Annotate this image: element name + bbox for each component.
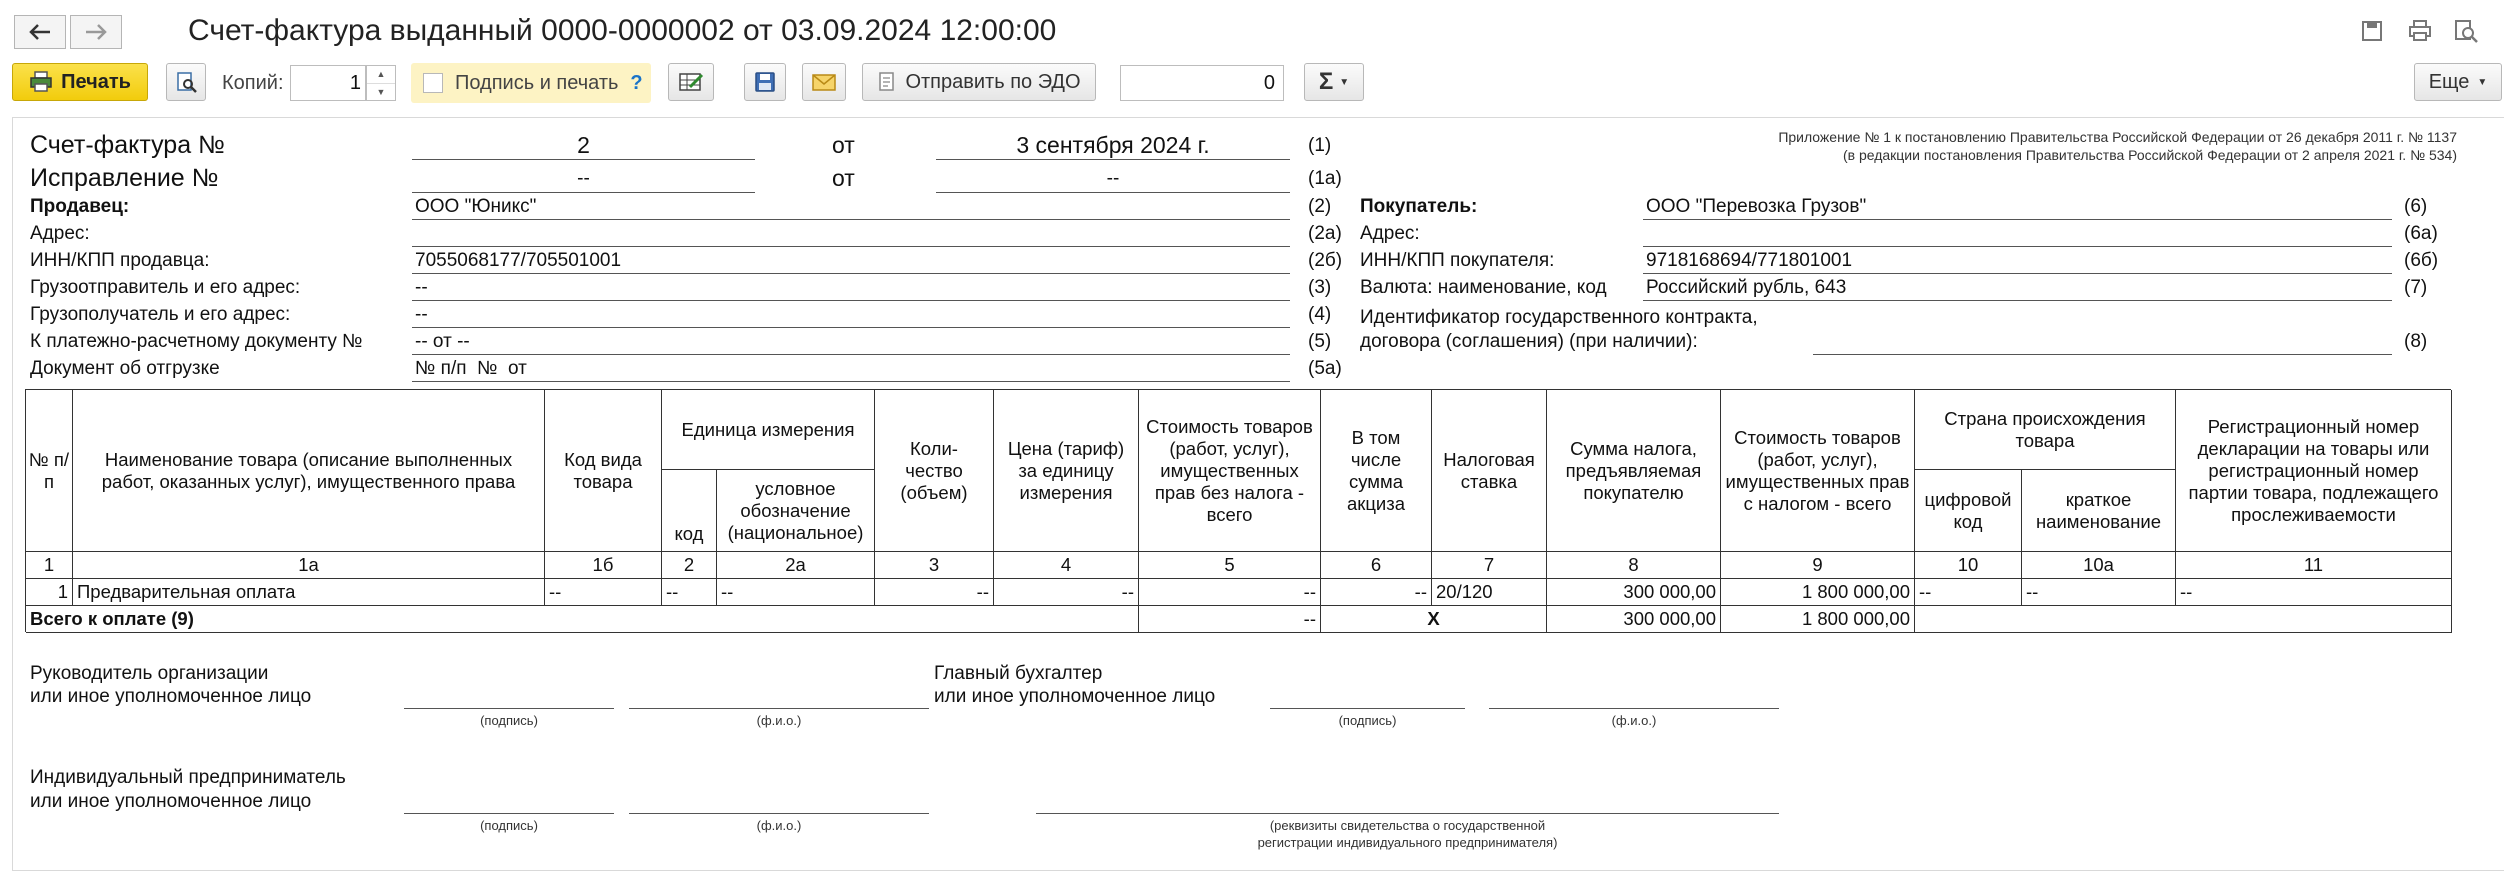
correction-date: --: [1106, 168, 1120, 189]
col-number: 4: [994, 552, 1139, 579]
col-number: 6: [1321, 552, 1432, 579]
th-cost-with-tax: Стоимость товаров (работ, услуг), имущественных прав с налогом - всего: [1721, 390, 1915, 552]
send-mail-button[interactable]: [802, 63, 846, 101]
paydoc-code: (5): [1308, 331, 1332, 352]
table-cell-name: Предварительная оплата: [73, 579, 545, 606]
head-fio-line: [629, 708, 929, 709]
col-number: 8: [1547, 552, 1721, 579]
window-title: Счет-фактура выданный 0000-0000002 от 03.09.2024 12:00:00: [188, 14, 1057, 47]
table-cell-tax: 300 000,00: [1547, 579, 1721, 606]
head-sign-line: [404, 708, 614, 709]
th-rate: Налоговая ставка: [1432, 390, 1547, 552]
seller-inn-value: 7055068177/705501001: [415, 250, 622, 271]
buyer-inn-value: 9718168694/771801001: [1646, 250, 1853, 271]
buyer-code: (6): [2404, 196, 2428, 217]
seller-address-label: Адрес:: [30, 223, 90, 244]
appendix-note-2: (в редакции постановления Правительства Российской Федерации от 2 апреля 2021 г. № 534): [1842, 147, 2457, 163]
correction-number: --: [577, 168, 590, 189]
shipdoc-label: Документ об отгрузке: [30, 358, 220, 379]
buyer-address-code: (6а): [2404, 223, 2438, 244]
help-icon[interactable]: ?: [630, 71, 643, 94]
accountant-label-2: или иное уполномоченное лицо: [934, 686, 1216, 707]
invoice-number-line: [412, 159, 755, 160]
table-cell-excise: --: [1321, 579, 1432, 606]
table-cell-price: --: [994, 579, 1139, 606]
correction-code: (1а): [1308, 168, 1342, 189]
th-unit: Единица измерения: [662, 390, 875, 470]
col-number: 2а: [717, 552, 875, 579]
total-excise: Х: [1321, 606, 1547, 633]
sign-and-print-label: Подпись и печать: [455, 71, 619, 94]
back-button[interactable]: [14, 15, 66, 49]
invoice-code: (1): [1308, 135, 1332, 156]
invoice-from-label: от: [832, 132, 855, 158]
col-number: 10а: [2022, 552, 2176, 579]
total-label: Всего к оплате (9): [26, 606, 1139, 633]
col-number: 11: [2176, 552, 2452, 579]
sum-field[interactable]: 0: [1120, 65, 1284, 101]
buyer-line: [1643, 219, 2392, 220]
stepper-up-icon[interactable]: ▲: [367, 66, 395, 84]
copies-label: Копий:: [222, 72, 284, 94]
copies-stepper[interactable]: [366, 65, 396, 101]
th-name: Наименование товара (описание выполненных работ, оказанных услуг), имущественного права: [73, 390, 545, 552]
contract-label-2: договора (соглашения) (при наличии):: [1360, 331, 1698, 352]
chevron-down-icon: ▼: [1339, 76, 1350, 88]
paydoc-value: -- от --: [415, 331, 470, 352]
copies-input[interactable]: 1: [290, 65, 366, 101]
correction-label: Исправление №: [30, 164, 219, 192]
th-tax: Сумма налога, предъявляемая покупателю: [1547, 390, 1721, 552]
table-cell-cost-with-tax: 1 800 000,00: [1721, 579, 1915, 606]
send-edo-label: Отправить по ЭДО: [905, 70, 1081, 93]
col-number: 2: [662, 552, 717, 579]
invoice-date-line: [936, 159, 1290, 160]
col-number: 1а: [73, 552, 545, 579]
seller-address-line: [412, 246, 1290, 247]
preview-icon: [175, 71, 197, 93]
correction-from-label: от: [832, 165, 855, 191]
table-cell-unit-code: --: [662, 579, 717, 606]
th-qty: Коли-чество (объем): [875, 390, 994, 552]
invoice-number-label: Счет-фактура №: [30, 131, 225, 159]
th-country-name: краткое наименование: [2022, 470, 2176, 552]
accountant-label-1: Главный бухгалтер: [934, 663, 1103, 684]
paydoc-line: [412, 354, 1290, 355]
head-label-2: или иное уполномоченное лицо: [30, 686, 312, 707]
buyer-label: Покупатель:: [1360, 196, 1478, 217]
ip-fio-caption: (ф.и.о.): [756, 818, 802, 833]
table-cell-unit-name: --: [717, 579, 875, 606]
sign-and-print-toggle[interactable]: [411, 63, 651, 103]
col-number: 5: [1139, 552, 1321, 579]
edit-table-button[interactable]: [668, 63, 714, 101]
seller-line: [412, 219, 1290, 220]
arrow-left-icon: [29, 24, 51, 40]
send-edo-button[interactable]: [862, 63, 1096, 101]
ip-label-1: Индивидуальный предприниматель: [30, 767, 346, 788]
col-number: 7: [1432, 552, 1547, 579]
contract-line: [1813, 354, 2392, 355]
currency-code: (7): [2404, 277, 2428, 298]
consignee-value: --: [415, 304, 428, 325]
col-number: 9: [1721, 552, 1915, 579]
accountant-fio-line: [1489, 708, 1779, 709]
contract-code: (8): [2404, 331, 2428, 352]
consignee-label: Грузополучатель и его адрес:: [30, 304, 291, 325]
th-unit-name: условное обозначение (национальное): [717, 470, 875, 552]
th-kind: Код вида товара: [545, 390, 662, 552]
ip-details-line: [1036, 813, 1779, 814]
th-num: № п/п: [26, 390, 73, 552]
accountant-sign-caption: (подпись): [1338, 713, 1397, 728]
printer-icon: [29, 71, 53, 93]
table-cell-rate: 20/120: [1432, 579, 1547, 606]
ip-details-caption-2: регистрации индивидуального предпринимателя): [1257, 835, 1558, 850]
preview-button[interactable]: [166, 63, 206, 101]
shipdoc-value: № п/п № от: [415, 358, 527, 379]
th-reg-num: Регистрационный номер декларации на товары или регистрационный номер партии товара, подлежащего прослеживаемости: [2176, 390, 2452, 552]
th-price: Цена (тариф) за единицу измерения: [994, 390, 1139, 552]
accountant-fio-caption: (ф.и.о.): [1611, 713, 1657, 728]
forward-button[interactable]: [70, 15, 122, 49]
th-country: Страна происхождения товара: [1915, 390, 2176, 470]
shipdoc-line: [412, 381, 1290, 382]
ip-fio-line: [629, 813, 929, 814]
envelope-icon: [811, 72, 837, 92]
sum-mode-button[interactable]: [1304, 63, 1364, 101]
appendix-note-1: Приложение № 1 к постановлению Правительства Российской Федерации от 26 декабря 2011 г. № 1137: [1778, 129, 2457, 145]
print-window-icon[interactable]: [2406, 17, 2434, 45]
currency-value: Российский рубль, 643: [1646, 277, 1847, 298]
shipper-code: (3): [1308, 277, 1332, 298]
seller-value: ООО "Юникс": [415, 196, 537, 217]
accountant-sign-line: [1270, 708, 1465, 709]
sigma-icon: Σ: [1318, 68, 1334, 95]
total-cost-with-tax: 1 800 000,00: [1721, 606, 1915, 633]
currency-line: [1643, 300, 2392, 301]
ip-sign-caption: (подпись): [480, 818, 538, 833]
chevron-down-icon: ▼: [2477, 76, 2488, 88]
shipper-line: [412, 300, 1290, 301]
seller-inn-line: [412, 273, 1290, 274]
table-edit-icon: [678, 71, 704, 93]
currency-label: Валюта: наименование, код: [1360, 277, 1607, 298]
ip-sign-line: [404, 813, 614, 814]
invoice-date: 3 сентября 2024 г.: [1016, 132, 1210, 158]
consignee-line: [412, 327, 1290, 328]
document-send-icon: [877, 71, 897, 93]
seller-address-code: (2а): [1308, 223, 1342, 244]
th-cost-no-tax: Стоимость товаров (работ, услуг), имущественных прав без налога - всего: [1139, 390, 1321, 552]
shipper-label: Грузоотправитель и его адрес:: [30, 277, 301, 298]
shipdoc-code: (5а): [1308, 358, 1342, 379]
correction-number-line: [412, 192, 755, 193]
invoice-number: 2: [577, 132, 590, 158]
buyer-inn-line: [1643, 273, 2392, 274]
seller-label: Продавец:: [30, 196, 130, 217]
consignee-code: (4): [1308, 304, 1332, 325]
total-cost-no-tax: --: [1139, 606, 1321, 633]
paydoc-label: К платежно-расчетному документу №: [30, 331, 363, 352]
save-button[interactable]: [744, 63, 786, 101]
preview-window-icon[interactable]: [2452, 17, 2480, 45]
print-button[interactable]: [12, 63, 148, 101]
table-cell-qty: --: [875, 579, 994, 606]
head-sign-caption: (подпись): [480, 713, 538, 728]
col-number: 1б: [545, 552, 662, 579]
floppy-icon: [754, 71, 776, 93]
seller-code: (2): [1308, 196, 1332, 217]
table-cell-cost-no-tax: --: [1139, 579, 1321, 606]
th-unit-code: код: [662, 470, 717, 552]
table-cell-country-name: --: [2022, 579, 2176, 606]
buyer-value: ООО "Перевозка Грузов": [1646, 196, 1867, 217]
total-tax: 300 000,00: [1547, 606, 1721, 633]
head-label-1: Руководитель организации: [30, 663, 269, 684]
table-cell-country-code: --: [1915, 579, 2022, 606]
ip-details-caption-1: (реквизиты свидетельства о государственной: [1269, 818, 1546, 833]
th-excise: В том числе сумма акциза: [1321, 390, 1432, 552]
col-number: 3: [875, 552, 994, 579]
buyer-inn-code: (6б): [2404, 250, 2439, 271]
buyer-inn-label: ИНН/КПП покупателя:: [1360, 250, 1555, 271]
stepper-down-icon[interactable]: ▼: [376, 87, 386, 97]
table-cell-num: 1: [26, 579, 73, 606]
buyer-address-label: Адрес:: [1360, 223, 1420, 244]
contract-label-1: Идентификатор государственного контракта,: [1360, 307, 1758, 328]
th-country-code: цифровой код: [1915, 470, 2022, 552]
more-label: Еще: [2428, 70, 2470, 93]
table-cell-kind: --: [545, 579, 662, 606]
seller-inn-code: (2б): [1308, 250, 1343, 271]
shipper-value: --: [415, 277, 428, 298]
goods-table: [25, 389, 2451, 632]
head-fio-caption: (ф.и.о.): [756, 713, 802, 728]
seller-inn-label: ИНН/КПП продавца:: [30, 250, 210, 271]
correction-date-line: [936, 192, 1290, 193]
ip-label-2: или иное уполномоченное лицо: [30, 791, 312, 812]
arrow-right-icon: [85, 24, 107, 40]
col-number: 10: [1915, 552, 2022, 579]
sign-and-print-checkbox[interactable]: [423, 73, 443, 93]
col-number: 1: [26, 552, 73, 579]
buyer-address-line: [1643, 246, 2392, 247]
table-cell-reg-num: --: [2176, 579, 2452, 606]
total-empty-cell: [1915, 606, 2452, 633]
more-button[interactable]: [2414, 63, 2502, 101]
print-label: Печать: [61, 70, 131, 93]
save-window-icon[interactable]: [2358, 17, 2386, 45]
